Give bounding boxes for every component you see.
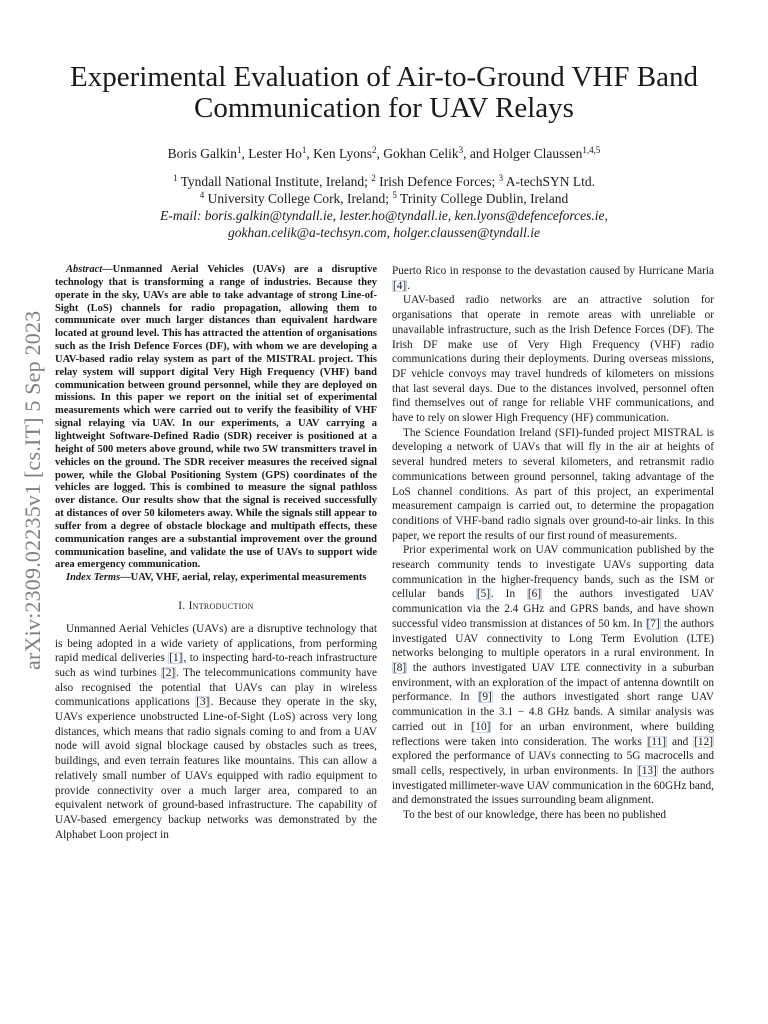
affiliation-text: Tyndall National Institute, Ireland;	[177, 174, 372, 189]
citation-link[interactable]: [5]	[476, 588, 491, 601]
email-line-1: E-mail: boris.galkin@tyndall.ie, lester.ho@tyndall.ie, ken.lyons@defenceforces.ie,	[160, 208, 608, 223]
author-name: Gokhan Celik	[383, 146, 459, 161]
index-terms-text: —UAV, VHF, aerial, relay, experimental measurements	[120, 572, 367, 584]
author-affiliation-mark: 1	[301, 145, 307, 155]
affiliation-mark: 3	[498, 173, 504, 183]
left-column	[55, 264, 377, 842]
body-text: , to inspecting hard-to-reach infrastructure such as wind turbines	[55, 652, 377, 679]
body-text: Prior experimental work on UAV communication published by the research community tends to investigate UAVs supporting data communication in the higher-frequency bands, such as the ISM or cellular bands	[392, 544, 714, 601]
body-paragraph	[392, 264, 714, 293]
body-text: UAV-based radio networks are an attractive solution for organisations that operate in remote areas with unreliable or unavailable infrastructure, such as the Irish Defence Forces (DF). The Irish DF make use of Very High Frequency (VHF) radio communications during their deployments. During overseas missions, DF vehicle convoys may travel hundreds of kilometers on missions that last several days. Due to the distances involved, personnel often find themselves out of range for reliable VHF communications, and have to rely on slower High Frequency (HF) communication.	[392, 294, 714, 425]
body-text: and	[667, 735, 694, 748]
affiliation-line-2	[60, 190, 708, 207]
body-text: the authors investigated short range UAV communication in the 3.1 − 4.8 GHz bands. A similar analysis was carried out in	[392, 691, 714, 733]
body-text: the authors investigated millimeter-wave UAV communication in the 60GHz band, and demonstrated the issues surrounding beam alignment.	[392, 764, 714, 807]
author-affiliation-mark: 2	[372, 145, 377, 155]
affiliations	[60, 173, 708, 241]
index-terms	[55, 572, 377, 585]
citation-link[interactable]: [11]	[647, 735, 667, 748]
body-text: Puerto Rico in response to the devastation caused by Hurricane Maria	[392, 265, 714, 277]
paper-title: Experimental Evaluation of Air-to-Ground VHF Band Communication for UAV Relays	[70, 61, 698, 124]
citation-link[interactable]: [7]	[646, 617, 660, 630]
email-line-2: gokhan.celik@a-techsyn.com, holger.claussen@tyndall.ie	[227, 225, 540, 240]
abstract-label: Abstract	[66, 264, 103, 275]
affiliation-text: Trinity College Dublin, Ireland	[396, 191, 569, 206]
index-terms-label: Index Terms	[66, 572, 121, 584]
citation-link[interactable]: [1]	[169, 652, 183, 665]
body-text: To the best of our knowledge, there has been no published	[403, 809, 667, 822]
citation-link[interactable]: [9]	[478, 691, 492, 704]
body-text: . Because they operate in the sky, UAVs experience unobstructed Line-of-Sight (LoS) across very long distances, which means that radio signals coming to and from a UAV node will avoid signal blockage caused by obstacles such as trees, buildings, and even terrain features like mountains. This can allow a relatively small number of UAVs equipped with radio equipment to provide connectivity over a much larger area, compared to an equivalent network of ground-based infrastructure. The capability of UAV-based emergency backup networks was demonstrated by the Alphabet Loon project in	[55, 696, 377, 841]
affiliation-mark: 5	[392, 190, 397, 200]
author-list: Boris Galkin$^1$, Lester Ho$^1$, Ken Lyons$^2$, Gokhan Celik$^3$, and Holger Claussen$^{1,4,5}$	[167, 145, 601, 161]
author-name: Holger Claussen	[492, 146, 583, 161]
body-paragraph	[392, 426, 714, 544]
body-text: .	[407, 279, 411, 292]
body-text: the authors investigated UAV connectivity to Long Term Evolution (LTE) networks belonging to multiple operators in a rural environment. In	[392, 617, 714, 660]
body-text: the authors investigated UAV LTE connectivity in a suburban environment, with an exploration of the impact of antenna downtilt on performance. In	[392, 661, 714, 704]
affiliation-text: Irish Defence Forces;	[375, 174, 499, 189]
author-name: Boris Galkin	[167, 146, 238, 161]
citation-link[interactable]: [13]	[637, 764, 657, 777]
section-heading-introduction: I. Introduction	[178, 600, 254, 613]
arxiv-identifier[interactable]: arXiv:2309.02235v1 [cs.IT] 5 Sep 2023	[20, 310, 45, 670]
body-paragraph	[392, 808, 714, 823]
body-text: . In	[491, 588, 527, 601]
right-body-text	[392, 264, 714, 823]
affiliation-mark: 2	[371, 173, 376, 183]
abstract-text: —Unmanned Aerial Vehicles (UAVs) are a disruptive technology that is transforming a range of industries. Because they operate in the sky, UAVs are able to take advantage of strong Line-of-Sight (LoS) channels for radio propagation, allowing them to communicate over much larger distances than equivalent hardware located at ground level. This has attracted the attention of organisations such as the Irish Defence Forces (DF), with whom we are developing a UAV-based radio relay system as part of the MISTRAL project. This relay system will support digital Very High Frequency (VHF) band communication between ground personnel, while they are deployed on missions. In this paper we report on the initial set of experimental measurements which were carried out to verify the feasibility of VHF signal relaying via UAV. In our experiments, a UAV carrying a lightweight Software-Defined Radio (SDR) receiver is positioned at a height of 500 meters above ground, while two 5W transmitters travel in vehicles on the ground. The SDR receiver measures the received signal power, while the Global Positioning System (GPS) coordinates of the vehicles are logged. This is combined to measure the signal pathloss over distance. Our results show that the signal is received successfully at distances of over 50 kilometers away. While the signals still appear to suffer from a degree of obstacle blockage and multipath effects, these communication ranges are a substantial improvement over the ground communication baseline, and validate the use of UAVs to support wide area emergency communication.	[55, 264, 377, 571]
body-text: for an urban environment, where building reflections were taken into consideration. The works	[392, 720, 714, 748]
author-name: Ken Lyons	[313, 146, 372, 161]
body-paragraph	[392, 543, 714, 808]
right-column	[392, 264, 714, 823]
citation-link[interactable]: [12]	[694, 735, 713, 748]
body-paragraph	[392, 293, 714, 425]
abstract	[55, 264, 377, 572]
author-affiliation-mark: 1,4,5	[582, 145, 601, 155]
affiliation-mark: 4	[199, 190, 205, 200]
left-body-text	[55, 622, 377, 843]
citation-link[interactable]: [8]	[393, 661, 407, 674]
citation-link[interactable]: [4]	[393, 279, 407, 292]
author-name: Lester Ho	[248, 146, 302, 161]
body-text: The Science Foundation Ireland (SFI)-funded project MISTRAL is developing a network of UAVs that will fly in the air at heights of several hundred meters to several kilometers, and retransmit radio communications between ground personnel, taking advantage of the LoS channel conditions. As part of this project, an experimental measurement campaign is carried out, to determine the propagation conditions of VHF-band radio signals over ground-to-air links. In this paper, we report the results of our first round of measurements.	[392, 426, 714, 542]
affiliation-text: A-techSYN Ltd.	[503, 174, 596, 189]
body-text: . The telecommunications community have also recognised the potential that UAVs can play in wireless communications applications	[55, 666, 377, 709]
affiliation-mark: 1	[172, 173, 178, 183]
citation-link[interactable]: [6]	[527, 588, 542, 601]
citation-link[interactable]: [3]	[196, 696, 210, 709]
body-text: explored the performance of UAVs connecting to 5G macrocells and small cells, respectively, in urban environments. In	[392, 750, 714, 777]
body-text: the authors investigated UAV communication via the 2.4 GHz and GPRS bands, and have shown successful video transmission at distances of 50 km. In	[392, 588, 714, 630]
affiliation-text: University College Cork, Ireland;	[204, 191, 393, 206]
citation-link[interactable]: [10]	[471, 720, 491, 733]
affiliation-line-1	[60, 173, 708, 190]
citation-link[interactable]: [2]	[161, 666, 176, 679]
body-paragraph	[55, 622, 377, 843]
body-text: Unmanned Aerial Vehicles (UAVs) are a disruptive technology that is being adopted in a wide variety of applications, from performing rapid medical deliveries	[55, 622, 377, 665]
author-affiliation-mark: 1	[237, 145, 242, 155]
author-affiliation-mark: 3	[458, 145, 464, 155]
